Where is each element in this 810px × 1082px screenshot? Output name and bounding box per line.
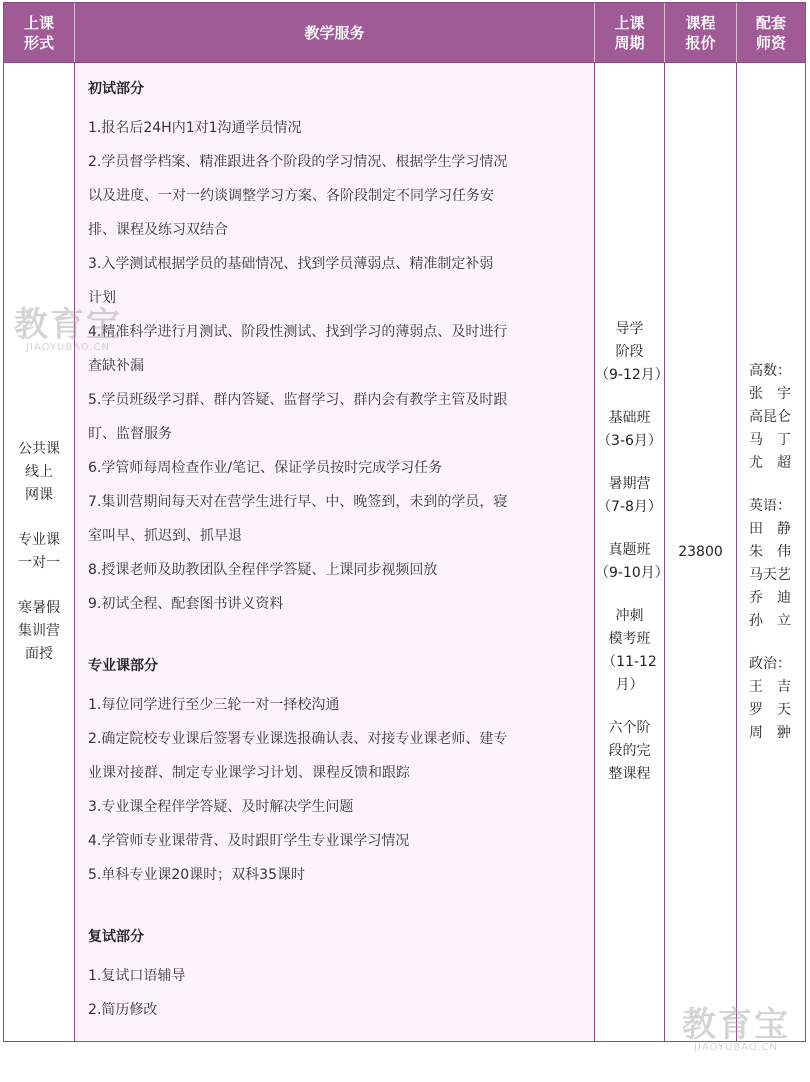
teacher-name: 高昆仑: [749, 408, 791, 425]
service-line: 5.单科专业课20课时；双科35课时: [88, 867, 305, 883]
header-teachers: 配套 师资: [755, 13, 786, 52]
service-line: 1.每位同学进行至少三轮一对一择校沟通: [88, 697, 340, 713]
header-period: 上课 周期: [595, 3, 665, 62]
watermark-text: 教育宝: [14, 305, 122, 345]
teacher-name: 马 丁: [749, 431, 791, 448]
teacher-name: 朱 伟: [749, 543, 791, 560]
service-line: 2.学员督学档案、精准跟进各个阶段的学习情况、根据学生学习情况: [88, 154, 508, 170]
course-table: [3, 2, 806, 1045]
header-mode: 上课 形式: [4, 3, 75, 62]
section-initial: [88, 77, 584, 621]
section-retest: [88, 925, 584, 1027]
header-service: 教学服务: [75, 3, 595, 62]
mode-online: 公共课 线上 网课: [18, 441, 60, 503]
service-line: 2.确定院校专业课后签署专业课选报确认表、对接专业课老师、建专: [88, 731, 508, 747]
teacher-group-label: 英语：: [749, 497, 791, 514]
teacher-name: 罗 天: [749, 701, 791, 718]
service-line: 9.初试全程、配套图书讲义资料: [88, 596, 284, 612]
watermark-subtext: JIAOYUBAO.CN: [694, 1042, 778, 1053]
price-column: [665, 62, 737, 1041]
teacher-name: 乔 迪: [749, 589, 791, 606]
teacher-name: 周 翀: [749, 724, 791, 741]
price-value: 23800: [678, 544, 723, 560]
service-column: [75, 62, 595, 1041]
mode-camp: 寒暑假 集训营 面授: [18, 600, 60, 662]
teacher-group-politics: [749, 653, 805, 745]
teachers-column: [737, 62, 805, 1041]
period-item: 导学 阶段 （9-12月）: [595, 321, 669, 383]
watermark-text: 教育宝: [682, 1005, 790, 1045]
teacher-name: 张 宇: [749, 385, 791, 402]
service-line: 7.集训营期间每天对在营学生进行早、中、晚签到，未到的学员，寝: [88, 494, 508, 510]
teacher-name: 尤 超: [749, 454, 791, 471]
service-line: 8.授课老师及助教团队全程伴学答疑、上课同步视频回放: [88, 562, 438, 578]
service-line: 3.专业课全程伴学答疑、及时解决学生问题: [88, 799, 354, 815]
period-item: 六个阶 段的完 整课程: [608, 720, 651, 782]
service-line: 1.复试口语辅导: [88, 968, 186, 984]
section-title: 初试部分: [88, 81, 144, 97]
period-item: 冲刺 模考班 （11-12月）: [602, 608, 657, 693]
service-line: 4.精准科学进行月测试、阶段性测试、找到学习的薄弱点、及时进行: [88, 324, 508, 340]
teacher-group-label: 高数：: [749, 362, 791, 379]
service-line: 室叫早、抓迟到、抓早退: [88, 528, 242, 544]
teacher-name: 孙 立: [749, 612, 791, 629]
header-price: 课程 报价: [665, 3, 737, 62]
service-line: 计划: [88, 290, 116, 306]
service-line: 1.报名后24H内1对1沟通学员情况: [88, 120, 302, 136]
service-line: 业课对接群、制定专业课学习计划、课程反馈和跟踪: [88, 765, 410, 781]
period-column: [595, 62, 669, 1041]
watermark-logo-bottom: [682, 1005, 790, 1054]
mode-column: [4, 62, 75, 1041]
watermark-subtext: JIAOYUBAO.CN: [26, 342, 110, 353]
teacher-name: 王 吉: [749, 678, 791, 695]
period-item: 暑期营 （7-8月）: [597, 476, 662, 515]
section-title: 复试部分: [88, 929, 144, 945]
service-line: 6.学管师每周检查作业/笔记、保证学员按时完成学习任务: [88, 460, 443, 476]
watermark-logo: [14, 305, 122, 354]
teacher-group-math: [749, 360, 805, 475]
service-line: 2.简历修改: [88, 1002, 158, 1018]
teacher-group-label: 政治：: [749, 655, 791, 672]
service-line: 以及进度、一对一约谈调整学习方案、各阶段制定不同学习任务安: [88, 188, 494, 204]
period-item: 基础班 （3-6月）: [597, 410, 662, 449]
section-title: 专业课部分: [88, 658, 158, 674]
service-line: 4.学管师专业课带背、及时跟盯学生专业课学习情况: [88, 833, 410, 849]
service-line: 排、课程及练习双结合: [88, 222, 228, 238]
table-header: [4, 3, 805, 62]
teacher-name: 马天艺: [749, 566, 791, 583]
teacher-name: 田 静: [749, 520, 791, 537]
teacher-group-english: [749, 495, 805, 633]
service-line: 查缺补漏: [88, 358, 144, 374]
service-line: 盯、监督服务: [88, 426, 172, 442]
service-line: 5.学员班级学习群、群内答疑、监督学习、群内会有教学主管及时跟: [88, 392, 508, 408]
mode-one-on-one: 专业课 一对一: [18, 532, 60, 571]
period-item: 真题班 （9-10月）: [595, 542, 669, 581]
section-major: [88, 654, 584, 892]
service-line: 3.入学测试根据学员的基础情况、找到学员薄弱点、精准制定补弱: [88, 256, 494, 272]
